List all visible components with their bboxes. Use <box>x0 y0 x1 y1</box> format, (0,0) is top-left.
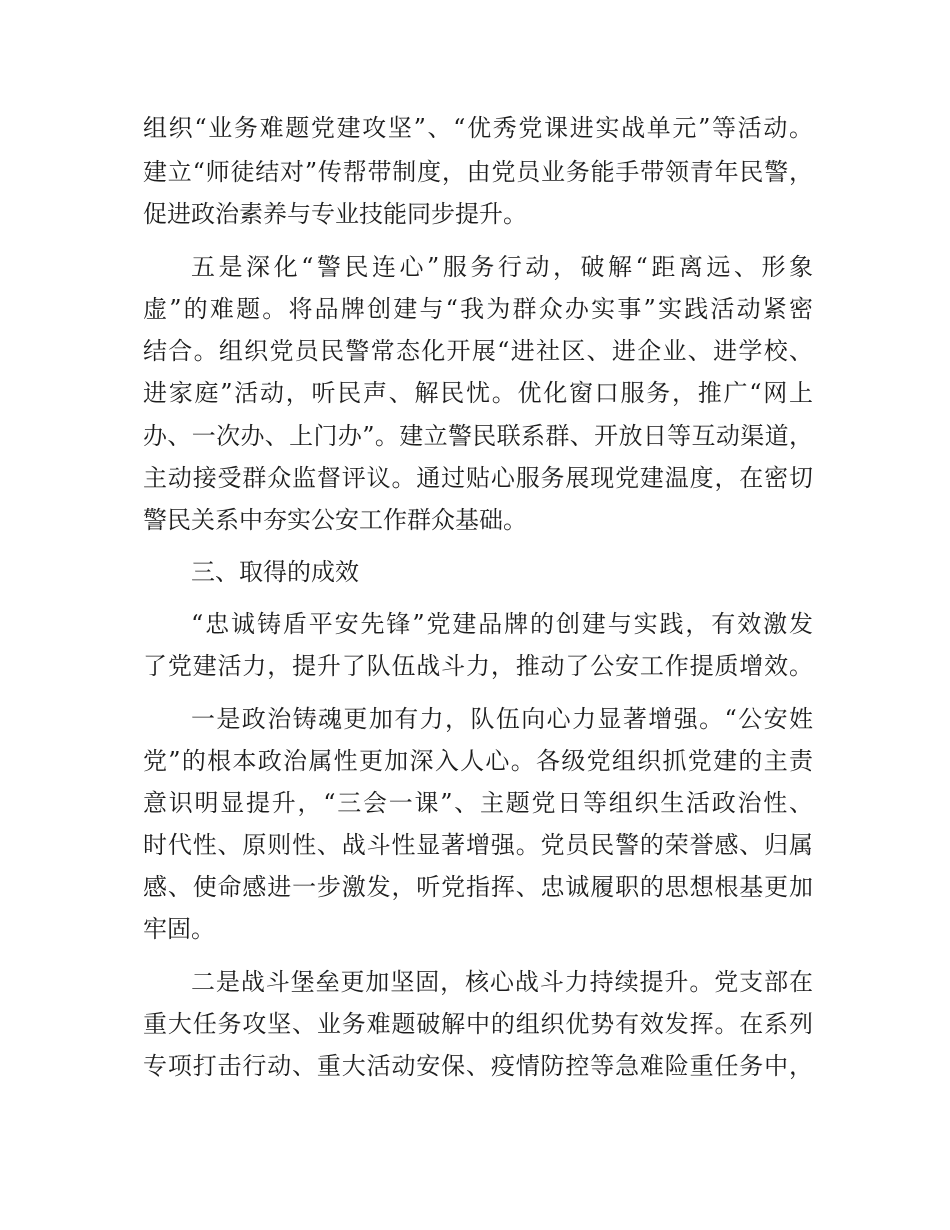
text-line: 党”的根本政治属性更加深入人心。各级党组织抓党建的主责 <box>143 747 813 775</box>
paragraph-start-line: 五是深化“警民连心”服务行动，破解“距离远、形象 <box>191 253 813 281</box>
text-line: 重大任务攻坚、业务难题破解中的组织优势有效发挥。在系列 <box>143 1010 813 1038</box>
text-line: 组织“业务难题党建攻坚”、“优秀党课进实战单元”等活动。 <box>143 114 813 142</box>
text-line: 促进政治素养与专业技能同步提升。 <box>143 200 527 228</box>
text-line: 警民关系中夯实公安工作群众基础。 <box>143 506 527 534</box>
text-line: 建立“师徒结对”传帮带制度，由党员业务能手带领青年民警， <box>143 158 813 186</box>
section-heading: 三、取得的成效 <box>191 558 359 586</box>
paragraph-start-line: 二是战斗堡垒更加坚固，核心战斗力持续提升。党支部在 <box>191 968 813 996</box>
text-line: 意识明显提升，“三会一课”、主题党日等组织生活政治性、 <box>143 789 813 817</box>
text-line: 了党建活力，提升了队伍战斗力，推动了公安工作提质增效。 <box>143 652 813 680</box>
text-line: 进家庭”活动，听民声、解民忧。优化窗口服务，推广“网上 <box>143 379 813 407</box>
text-line: 时代性、原则性、战斗性显著增强。党员民警的荣誉感、归属 <box>143 831 813 859</box>
paragraph-start-line: 一是政治铸魂更加有力，队伍向心力显著增强。“公安姓 <box>191 705 813 733</box>
text-line: 主动接受群众监督评议。通过贴心服务展现党建温度，在密切 <box>143 464 813 492</box>
text-line: 感、使命感进一步激发，听党指挥、忠诚履职的思想根基更加 <box>143 873 813 901</box>
paragraph-start-line: “忠诚铸盾平安先锋”党建品牌的创建与实践，有效激发 <box>191 610 813 638</box>
text-line: 专项打击行动、重大活动安保、疫情防控等急难险重任务中， <box>143 1052 813 1080</box>
text-line: 办、一次办、上门办”。建立警民联系群、开放日等互动渠道， <box>143 422 813 450</box>
text-line: 牢固。 <box>143 915 215 943</box>
text-line: 结合。组织党员民警常态化开展“进社区、进企业、进学校、 <box>143 337 813 365</box>
text-line: 虚”的难题。将品牌创建与“我为群众办实事”实践活动紧密 <box>143 295 813 323</box>
